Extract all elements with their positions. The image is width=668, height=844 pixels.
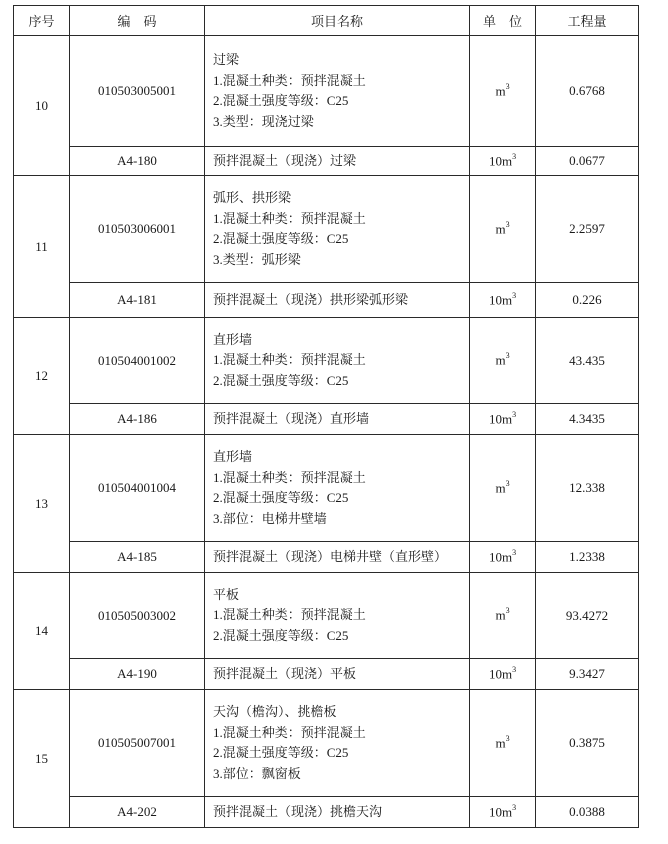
unit-base: 10m [488, 549, 513, 565]
row-seq: 11 [14, 176, 70, 318]
item-unit [470, 573, 536, 659]
row-seq: 12 [14, 318, 70, 435]
quota-unit [470, 542, 536, 573]
item-unit [470, 435, 536, 542]
description-line: 2.混凝土强度等级：C25 [213, 93, 349, 108]
quota-code: A4-186 [70, 404, 205, 435]
item-code: 010505003002 [70, 573, 205, 659]
header-seq: 序号 [14, 6, 70, 36]
item-quantity: 93.4272 [536, 573, 639, 659]
quota-unit [470, 147, 536, 176]
item-quantity: 0.3875 [536, 690, 639, 797]
unit-exponent: 3 [512, 290, 517, 300]
unit-base: m [495, 83, 506, 99]
table-row [14, 176, 639, 283]
quota-name: 预拌混凝土（现浇）挑檐天沟 [205, 797, 470, 828]
unit-base: 10m [488, 411, 513, 427]
quota-code: A4-181 [70, 283, 205, 318]
unit-exponent: 3 [512, 802, 517, 812]
table-row [14, 573, 639, 659]
description-line: 3.类型：现浇过梁 [213, 113, 314, 129]
item-quantity: 2.2597 [536, 176, 639, 283]
unit-exponent: 3 [512, 547, 517, 557]
quota-quantity: 4.3435 [536, 404, 639, 435]
description-line: 3.部位：飘窗板 [213, 765, 301, 781]
table-subrow [14, 147, 639, 176]
item-unit [470, 176, 536, 283]
row-seq: 15 [14, 690, 70, 828]
unit-exponent: 3 [512, 409, 517, 419]
item-description [205, 435, 470, 542]
description-line: 2.混凝土强度等级：C25 [213, 372, 349, 388]
header-qty: 工程量 [536, 6, 639, 36]
item-description [205, 573, 470, 659]
description-line: 1.混凝土种类：预拌混凝土 [213, 469, 366, 485]
unit-exponent: 3 [505, 478, 510, 488]
unit-exponent: 3 [512, 664, 517, 674]
table-subrow [14, 542, 639, 573]
description-line: 2.混凝土强度等级：C25 [213, 745, 349, 760]
item-unit [470, 690, 536, 797]
quota-quantity: 0.226 [536, 283, 639, 318]
description-line: 弧形、拱形梁 [213, 190, 292, 205]
item-description [205, 318, 470, 404]
quota-unit [470, 659, 536, 690]
unit-exponent: 3 [505, 351, 510, 361]
description-line: 天沟（檐沟）、挑檐板 [213, 704, 337, 719]
row-seq: 14 [14, 573, 70, 690]
unit-base: m [495, 735, 506, 751]
description-line: 1.混凝土种类：预拌混凝土 [213, 210, 366, 226]
description-line: 平板 [213, 586, 240, 602]
unit-exponent: 3 [505, 606, 510, 616]
quota-name: 预拌混凝土（现浇）拱形梁弧形梁 [205, 283, 470, 318]
description-line: 2.混凝土强度等级：C25 [213, 627, 349, 643]
unit-base: m [495, 221, 506, 237]
table-body [14, 36, 639, 828]
description-line: 1.混凝土种类：预拌混凝土 [213, 72, 366, 88]
table-row [14, 435, 639, 542]
description-line: 直形墙 [213, 449, 253, 464]
quantity-table [13, 5, 639, 828]
description-line: 2.混凝土强度等级：C25 [213, 231, 349, 246]
unit-base: 10m [488, 292, 513, 308]
unit-base: 10m [488, 666, 513, 682]
quota-code: A4-190 [70, 659, 205, 690]
quota-code: A4-185 [70, 542, 205, 573]
unit-exponent: 3 [505, 219, 510, 229]
quota-name: 预拌混凝土（现浇）过梁 [205, 147, 470, 176]
quota-quantity: 9.3427 [536, 659, 639, 690]
item-description [205, 176, 470, 283]
unit-base: 10m [488, 153, 513, 169]
item-unit [470, 318, 536, 404]
unit-exponent: 3 [505, 81, 510, 91]
table-subrow [14, 283, 639, 318]
quota-code: A4-180 [70, 147, 205, 176]
unit-base: m [495, 352, 506, 368]
quota-quantity: 0.0388 [536, 797, 639, 828]
description-line: 3.类型：弧形梁 [213, 251, 301, 267]
quota-unit [470, 283, 536, 318]
header-code: 编 码 [70, 6, 205, 36]
item-quantity: 12.338 [536, 435, 639, 542]
item-code: 010504001004 [70, 435, 205, 542]
header-row [14, 6, 639, 36]
table-subrow [14, 659, 639, 690]
unit-exponent: 3 [505, 733, 510, 743]
quota-name: 预拌混凝土（现浇）直形墙 [205, 404, 470, 435]
description-line: 过梁 [213, 52, 240, 67]
table-row [14, 318, 639, 404]
quota-name: 预拌混凝土（现浇）平板 [205, 659, 470, 690]
item-quantity: 43.435 [536, 318, 639, 404]
description-line: 直形墙 [213, 331, 253, 347]
unit-base: 10m [488, 804, 513, 820]
item-unit [470, 36, 536, 147]
description-line: 2.混凝土强度等级：C25 [213, 490, 349, 505]
header-name: 项目名称 [205, 6, 470, 36]
item-description [205, 690, 470, 797]
table-row [14, 690, 639, 797]
quota-quantity: 0.0677 [536, 147, 639, 176]
item-code: 010504001002 [70, 318, 205, 404]
table-subrow [14, 797, 639, 828]
quota-unit [470, 797, 536, 828]
quota-code: A4-202 [70, 797, 205, 828]
item-code: 010505007001 [70, 690, 205, 797]
unit-base: m [495, 480, 506, 496]
description-line: 3.部位：电梯井壁墙 [213, 510, 327, 526]
description-line: 1.混凝土种类：预拌混凝土 [213, 352, 366, 368]
quota-unit [470, 404, 536, 435]
quota-name: 预拌混凝土（现浇）电梯井壁（直形壁） [205, 542, 470, 573]
unit-exponent: 3 [512, 151, 517, 161]
description-line: 1.混凝土种类：预拌混凝土 [213, 607, 366, 623]
row-seq: 10 [14, 36, 70, 176]
item-code: 010503006001 [70, 176, 205, 283]
unit-base: m [495, 607, 506, 623]
quota-quantity: 1.2338 [536, 542, 639, 573]
table-subrow [14, 404, 639, 435]
table-row [14, 36, 639, 147]
description-line: 1.混凝土种类：预拌混凝土 [213, 724, 366, 740]
header-unit: 单 位 [470, 6, 536, 36]
row-seq: 13 [14, 435, 70, 573]
item-quantity: 0.6768 [536, 36, 639, 147]
item-code: 010503005001 [70, 36, 205, 147]
item-description [205, 36, 470, 147]
